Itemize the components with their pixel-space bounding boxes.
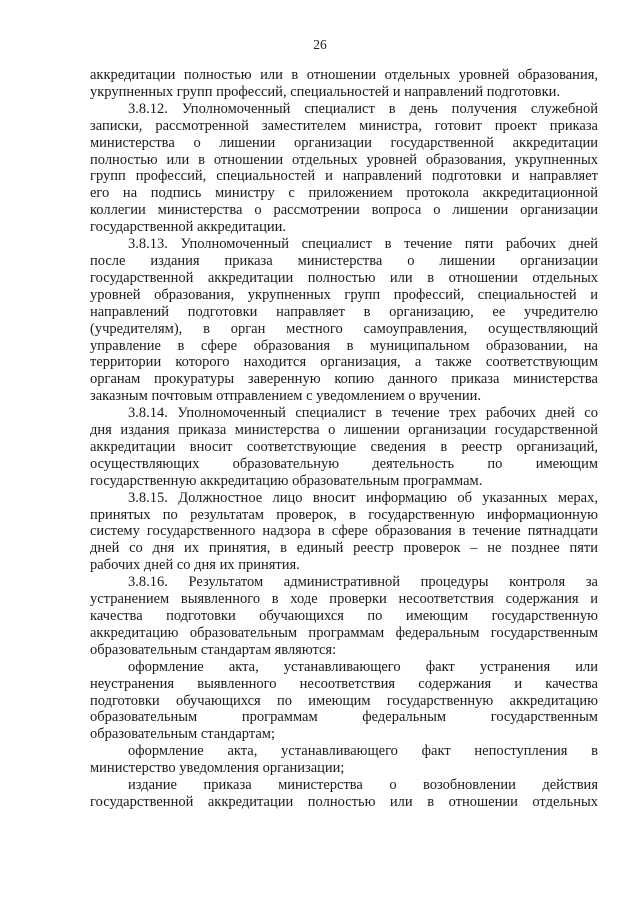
text-line: аккредитации вносит соответствующие сведения в реестр организаций, — [90, 438, 598, 455]
paragraph — [90, 236, 598, 405]
text-line: устранением выявленного в ходе проверки несоответствия содержания и — [90, 591, 598, 608]
paragraph — [90, 743, 598, 777]
text-line: заказным почтовым отправлением с уведомлением о вручении. — [90, 388, 482, 405]
text-line: качества подготовки обучающихся по имеющим государственную — [90, 608, 598, 624]
text-line: принятых по результатам проверок, в государственную информационную — [90, 506, 598, 523]
text-line: министерства о лишении организации государственной аккредитации — [90, 134, 598, 151]
text-line: издание приказа министерства о возобновлении действия — [128, 777, 598, 794]
text-line: аккредитацию образовательным программам федеральным государственным — [90, 624, 598, 641]
text-line: групп профессий, специальностей и направлений подготовки и направляет — [90, 168, 598, 185]
text-line: 3.8.14. Уполномоченный специалист в течение трех рабочих дней со — [128, 405, 598, 422]
text-line: осуществляющих образовательную деятельность по имеющим — [90, 455, 598, 472]
text-line: образовательным программам федеральным государственным — [90, 709, 598, 726]
text-line: территории которого находится организация, а также соответствующим — [90, 354, 598, 371]
text-line: укрупненных групп профессий, специальностей и направлений подготовки. — [90, 83, 561, 100]
text-line: образовательным стандартам являются: — [90, 641, 337, 658]
text-line: (учредителям), в орган местного самоуправления, осуществляющий — [90, 320, 598, 337]
text-line: записки, рассмотренной заместителем министра, готовит проект приказа — [90, 117, 598, 134]
text-line: органам прокуратуры заверенную копию данного приказа министерства — [90, 371, 598, 388]
text-line: после издания приказа министерства о лишении организации — [90, 252, 598, 269]
text-line: рабочих дней со дня их принятия. — [90, 557, 300, 574]
text-line: 3.8.15. Должностное лицо вносит информацию об указанных мерах, — [128, 489, 598, 506]
paragraph — [90, 405, 598, 490]
text-line: дней со дня их принятия, в единый реестр проверок – не позднее пяти — [90, 540, 598, 557]
text-line: его на подпись министру с приложением протокола аккредитационной — [90, 185, 598, 202]
text-line: государственной аккредитации. — [90, 219, 286, 236]
text-line: оформление акта, устанавливающего факт непоступления в — [128, 743, 598, 760]
text-line: управление в сфере образования в муниципальном образовании, на — [90, 337, 598, 354]
text-line: коллегии министерства о рассмотрении вопроса о лишении организации — [90, 202, 598, 219]
text-line: подготовки обучающихся по имеющим государственную аккредитацию — [90, 692, 598, 709]
document-body — [90, 67, 598, 811]
text-line: дня издания приказа министерства о лишении организации государственной — [90, 422, 598, 439]
paragraph — [90, 101, 598, 236]
paragraph — [90, 659, 598, 744]
text-line: государственной аккредитации полностью или в отношении отдельных — [90, 793, 598, 810]
text-line: 3.8.13. Уполномоченный специалист в течение пяти рабочих дней — [128, 236, 598, 253]
text-line: государственную аккредитацию образовательным программам. — [90, 472, 483, 489]
text-line: уровней образования, укрупненных групп профессий, специальностей и — [90, 286, 598, 303]
text-line: государственной аккредитации полностью или в отношении отдельных — [90, 269, 598, 286]
text-line: неустранения выявленного несоответствия содержания и качества — [90, 675, 598, 692]
text-line: полностью или в отношении отдельных уровней образования, укрупненных — [90, 151, 598, 168]
text-line: систему государственного надзора в сфере образования в течение пятнадцати — [90, 523, 598, 540]
paragraph — [90, 67, 598, 101]
text-line: направлений подготовки направляет в организацию, ее учредителю — [90, 303, 598, 320]
paragraph — [90, 490, 598, 575]
text-line: оформление акта, устанавливающего факт устранения или — [128, 658, 598, 675]
text-line: 3.8.12. Уполномоченный специалист в день получения служебной — [128, 100, 598, 117]
page-number: 26 — [313, 37, 327, 52]
paragraph — [90, 777, 598, 811]
text-line: министерство уведомления организации; — [90, 760, 345, 777]
text-line: 3.8.16. Результатом административной процедуры контроля за — [128, 574, 598, 591]
paragraph — [90, 574, 598, 659]
text-line: образовательным стандартам; — [90, 726, 276, 743]
text-line: аккредитации полностью или в отношении отдельных уровней образования, — [90, 67, 598, 83]
